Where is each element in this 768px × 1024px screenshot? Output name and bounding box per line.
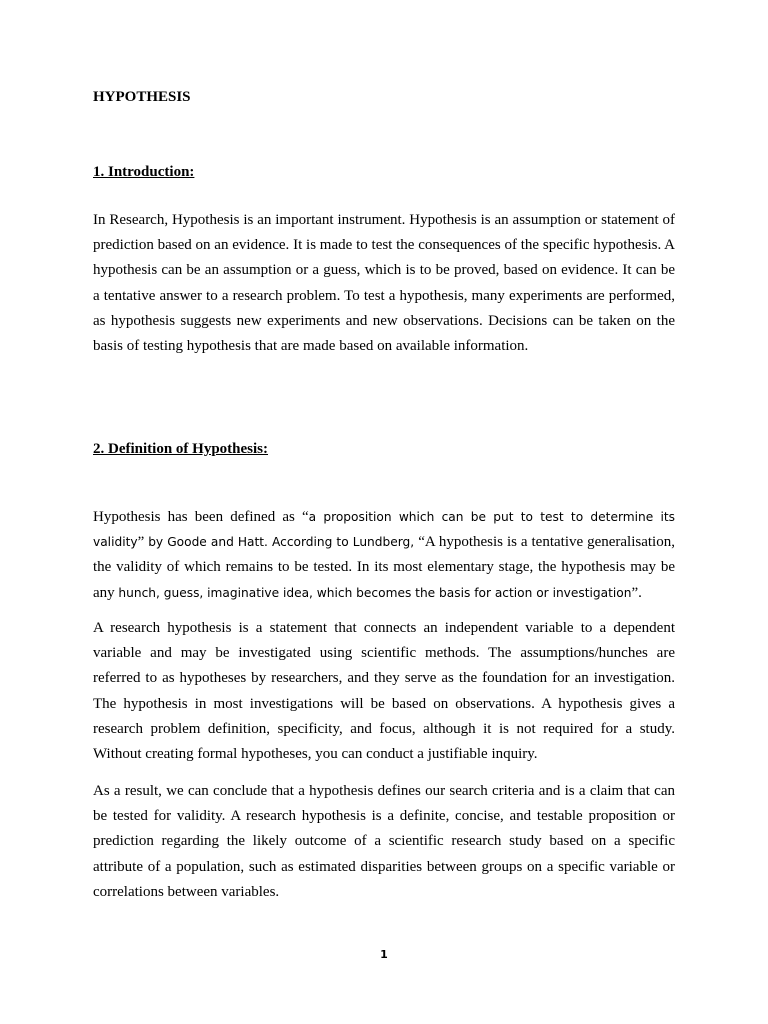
definition-attribution: by Goode and Hatt. According to Lundberg, — [148, 535, 419, 550]
lundberg-quote-tail: hunch, guess, imaginative idea, which becomes the basis for action or investigation — [118, 585, 632, 600]
conclusion-paragraph: As a result, we can conclude that a hypothesis defines our search criteria and is a claim that can be tested for validity. A research hypothesis is a definite, concise, and testable proposition or prediction regarding the likely outcome of a scientific research study based on a specific attribute of a population, such as estimated disparities between groups on a specific variable or correlations between variables. — [93, 783, 675, 900]
definition-lead: Hypothesis has been defined as “ — [93, 509, 309, 525]
definition-closing: ”. — [631, 584, 642, 601]
definition-paragraph — [93, 505, 675, 606]
goode-hatt-quote: a proposition which can be put to test to determine its validity — [93, 510, 675, 550]
section-heading-definition: 2. Definition of Hypothesis: — [93, 441, 269, 457]
definition-quote-close: ” — [137, 534, 149, 551]
introduction-paragraph: In Research, Hypothesis is an important instrument. Hypothesis is an assumption or statement of prediction based on an evidence. It is made to test the consequences of the specific hypothesis. A hypothesis can be an assumption or a guess, which is to be proved, based on evidence. It can be a tentative answer to a research problem. To test a hypothesis, many experiments are performed, as hypothesis suggests new experiments and new observations. Decisions can be taken on the basis of testing hypothesis that are made based on available information. — [93, 212, 675, 355]
page-number: 1 — [380, 948, 388, 961]
research-hypothesis-paragraph: A research hypothesis is a statement that connects an independent variable to a dependent variable and may be investigated using scientific methods. The assumptions/hunches are referred to as hypotheses by researchers, and they serve as the foundation for an investigation. The hypothesis in most investigations will be based on observations. A hypothesis gives a research problem definition, specificity, and focus, although it is not required for a study. Without creating formal hypotheses, you can conduct a justifiable inquiry. — [93, 620, 675, 763]
document-title: HYPOTHESIS — [93, 89, 191, 105]
lundberg-quote: “A hypothesis is a tentative generalisation, the validity of which remains to be tested. In its most elementary stage, the hypothesis may be any — [93, 534, 675, 601]
section-heading-introduction: 1. Introduction: — [93, 164, 195, 180]
